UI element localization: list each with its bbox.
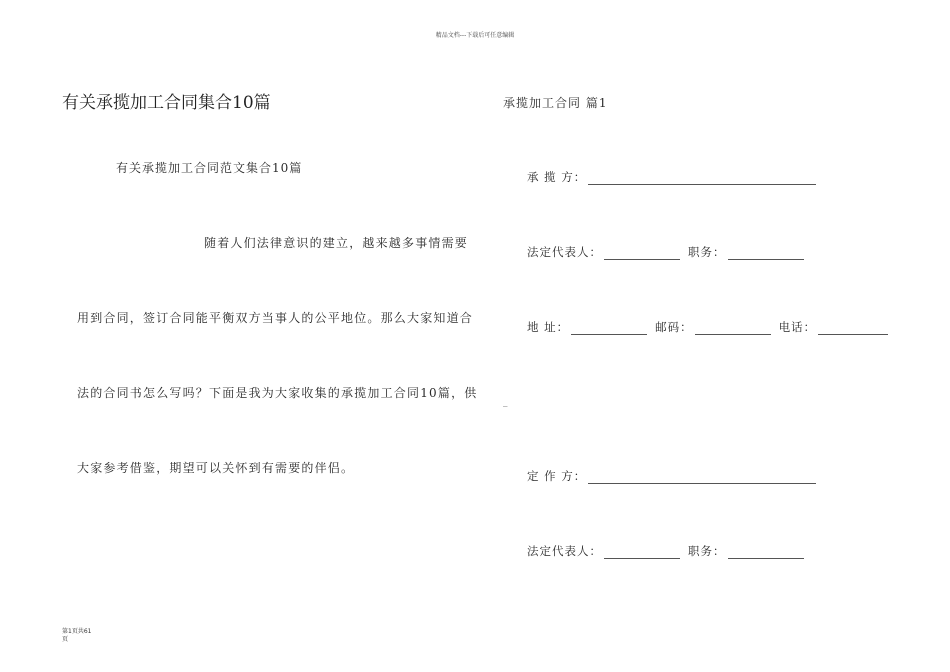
orderer-blank: [588, 473, 816, 484]
phone-label: 电话：: [778, 320, 817, 334]
position-label-2: 职务：: [688, 544, 726, 558]
legal-rep-field-2: [527, 543, 812, 559]
legal-rep-blank-1: [604, 249, 680, 260]
stray-dash: _: [503, 397, 508, 407]
contract-title: 承揽加工合同 篇1: [503, 96, 608, 110]
paragraph-line-2: 用到合同，签订合同能平衡双方当事人的公平地位。那么大家知道合: [77, 311, 474, 325]
contractor-label: 承 揽 方：: [527, 170, 587, 184]
orderer-label: 定 作 方：: [527, 469, 587, 483]
legal-rep-blank-2: [604, 548, 680, 559]
postcode-blank: [695, 324, 771, 335]
paragraph-line-1: 随着人们法律意识的建立，越来越多事情需要: [204, 236, 469, 250]
contractor-blank: [588, 174, 816, 185]
page-number-line-2: 页: [62, 636, 69, 643]
page-number-line-1: 第1页共61: [62, 628, 92, 635]
position-label-1: 职务：: [688, 245, 726, 259]
address-blank: [571, 324, 647, 335]
legal-rep-field-1: [527, 244, 812, 260]
document-subtitle: 有关承揽加工合同范文集合10篇: [116, 161, 303, 175]
address-label: 地 址：: [527, 320, 570, 334]
page-footer: [62, 628, 91, 644]
postcode-label: 邮码：: [655, 320, 693, 334]
position-blank-1: [728, 249, 804, 260]
paragraph-line-3: 法的合同书怎么写吗？下面是我为大家收集的承揽加工合同10篇，供: [77, 386, 478, 400]
legal-rep-label-2: 法定代表人：: [527, 544, 602, 558]
position-blank-2: [728, 548, 804, 559]
phone-blank: [818, 324, 888, 335]
address-field: [527, 319, 896, 335]
contractor-field: [527, 169, 824, 185]
paragraph-line-4: 大家参考借鉴，期望可以关怀到有需要的伴侣。: [77, 461, 355, 475]
legal-rep-label-1: 法定代表人：: [527, 245, 602, 259]
document-title: 有关承揽加工合同集合10篇: [62, 93, 271, 113]
orderer-field: [527, 468, 824, 484]
page-header: 精品文档---下载后可任意编辑: [435, 32, 515, 39]
